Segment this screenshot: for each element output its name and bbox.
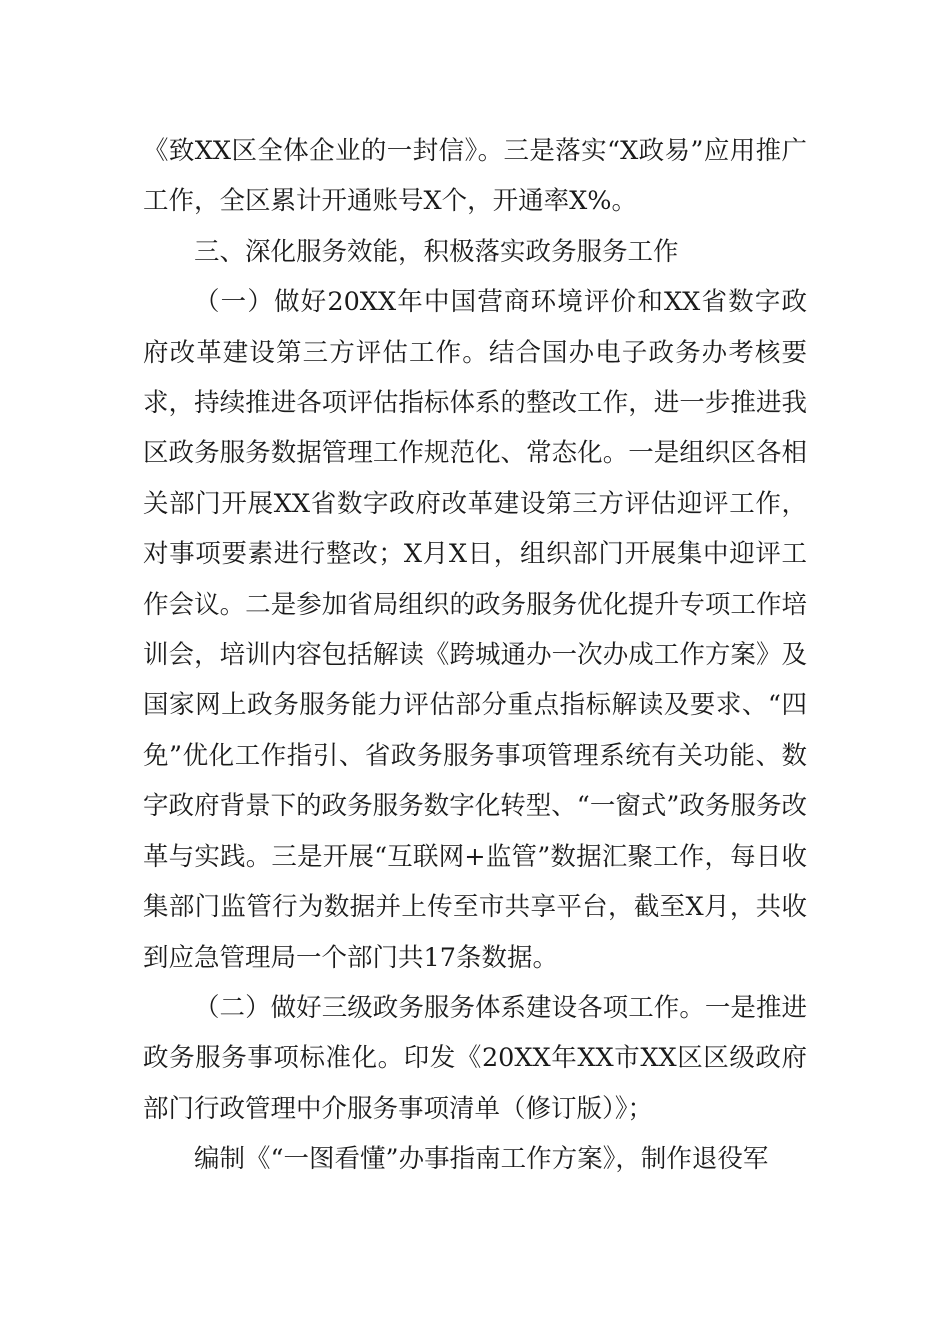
section-heading: 三、深化服务效能，积极落实政务服务工作 [194,236,679,267]
paragraph-continuation: 《致XX区全体企业的一封信》。三是落实“X政易”应用推广工作，全区累计开通账号X个，开通率X%。 [143,136,807,217]
paragraph-item-2-continuation: 编制《“一图看懂”办事指南工作方案》，制作退役军 [194,1144,769,1175]
document-body [143,126,807,1185]
paragraph-item-2: （二）做好三级政务服务体系建设各项工作。一是推进政务服务事项标准化。印发《20XX年XX市XX区区级政府部门行政管理中介服务事项清单（修订版）》； [143,992,807,1124]
paragraph-item-1: （一）做好20XX年中国营商环境评价和XX省数字政府改革建设第三方评估工作。结合国办电子政务办考核要求，持续推进各项评估指标体系的整改工作，进一步推进我区政务服务数据管理工作规范化、常态化。一是组织区各相关部门开展XX省数字政府改革建设第三方评估迎评工作，对事项要素进行整改；X月X日，组织部门开展集中迎评工作会议。二是参加省局组织的政务服务优化提升专项工作培训会，培训内容包括解读《跨城通办一次办成工作方案》及国家网上政务服务能力评估部分重点指标解读及要求、“四免”优化工作指引、省政务服务事项管理系统有关功能、数字政府背景下的政务服务数字化转型、“一窗式”政务服务改革与实践。三是开展“互联网+监管”数据汇聚工作，每日收集部门监管行为数据并上传至市共享平台，截至X月，共收到应急管理局一个部门共17条数据。 [143,287,807,973]
